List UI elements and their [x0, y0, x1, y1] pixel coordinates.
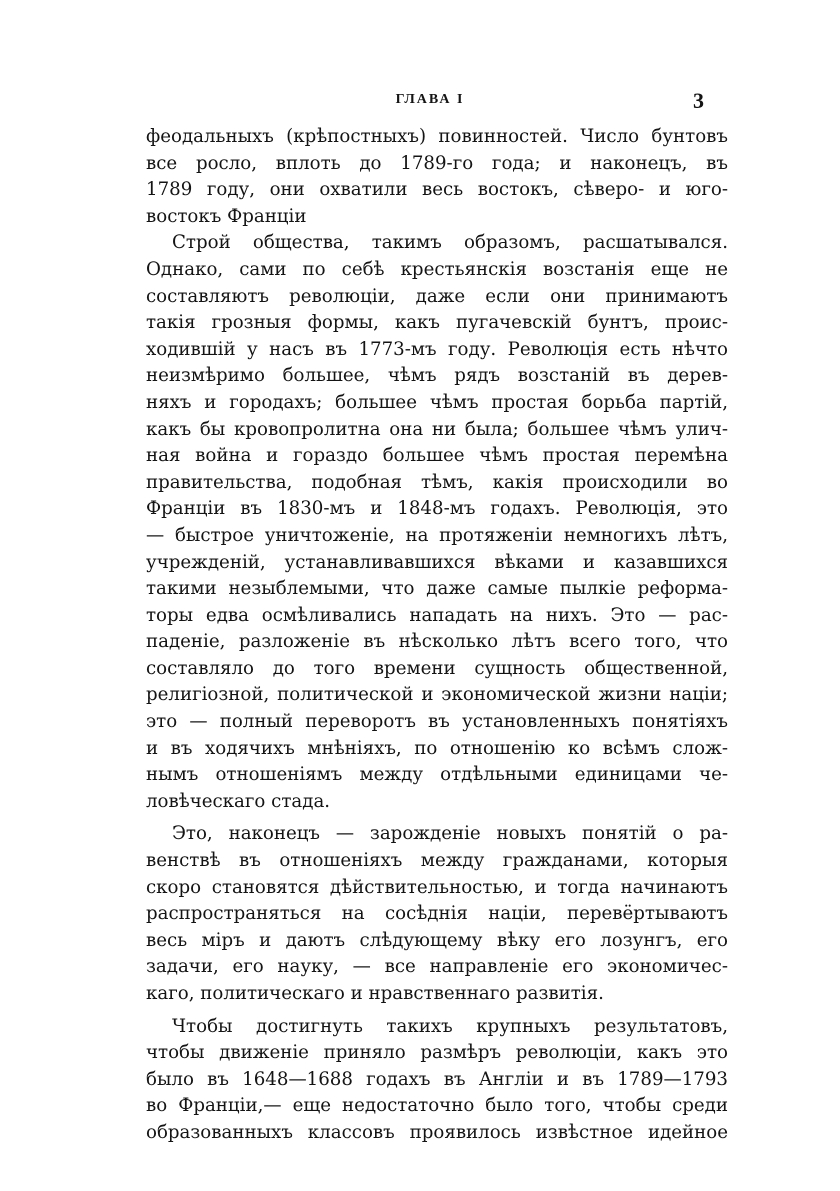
text-line: Однако, сами по себѣ крестьянскія возстанія еще не — [146, 258, 728, 280]
text-line: образованныхъ классовъ проявилось извѣстное идейное — [146, 1121, 728, 1143]
text-line: феодальныхъ (крѣпостныхъ) повинностей. Число бунтовъ — [146, 126, 728, 147]
text-line: венствѣ въ отношеніяхъ между гражданами, которыя — [146, 850, 728, 872]
text-line: во Франціи,— еще недостаточно было того, чтобы среди — [146, 1095, 728, 1117]
text-line: неизмѣримо большее, чѣмъ рядъ возстаній въ дерев- — [146, 365, 728, 387]
text-line: чтобы движеніе приняло размѣръ революціи, какъ это — [146, 1042, 728, 1064]
text-line: религіозной, политической и экономической жизни націи; — [146, 684, 728, 706]
text-line: нымъ отношеніямъ между отдѣльными единицами че- — [146, 764, 728, 786]
text-line: и въ ходячихъ мнѣніяхъ, по отношенію ко всѣмъ слож- — [146, 737, 728, 759]
text-line: какъ бы кровопролитна она ни была; большее чѣмъ улич- — [146, 418, 728, 440]
text-line: весь міръ и даютъ слѣдующему вѣку его лозунгъ, его — [146, 929, 728, 951]
text-line: все росло, вплоть до 1789-го года; и наконецъ, въ — [146, 152, 728, 174]
text-line: это — полный переворотъ въ установленныхъ понятіяхъ — [146, 711, 728, 733]
text-line: задачи, его науку, — все направленіе его экономичес- — [146, 956, 728, 978]
text-line: Строй общества, такимъ образомъ, расшатывался. — [172, 232, 728, 254]
text-line: составляло до того времени сущность общественной, — [146, 657, 728, 679]
text-line: скоро становятся дѣйствительностью, и тогда начинаютъ — [146, 876, 728, 898]
text-line: ная война и гораздо большее чѣмъ простая перемѣна — [146, 445, 728, 467]
text-line: ходившій у насъ въ 1773-мъ году. Революція есть нѣчто — [146, 338, 728, 360]
text-line: такія грозныя формы, какъ пугачевскій бунтъ, проис- — [146, 312, 728, 334]
running-header — [148, 88, 712, 112]
text-line: распространяться на сосѣднія націи, перевёртываютъ — [146, 903, 728, 925]
text-line: няхъ и городахъ; большее чѣмъ простая борьба партій, — [146, 391, 728, 413]
text-line: Чтобы достигнуть такихъ крупныхъ результатовъ, — [172, 1015, 728, 1037]
text-line: такими незыблемыми, что даже самые пылкіе реформа- — [146, 578, 728, 600]
chapter-heading: ГЛАВА I — [395, 92, 465, 107]
page-number: 3 — [693, 88, 704, 113]
text-line: учрежденій, устанавливавшихся вѣками и казавшихся — [146, 551, 728, 573]
text-line: торы едва осмѣливались нападать на нихъ. Это — рас- — [146, 604, 728, 626]
text-line: 1789 году, они охватили весь востокъ, сѣверо- и юго- — [146, 179, 728, 201]
text-line: было въ 1648—1688 годахъ въ Англіи и въ 1789—1793 — [146, 1068, 728, 1090]
text-line: правительства, подобная тѣмъ, какія происходили во — [146, 471, 728, 493]
body-text — [146, 124, 728, 1147]
text-line: востокъ Франціи — [146, 205, 307, 227]
text-line: ловѣческаго стада. — [146, 790, 331, 812]
text-line: Франціи въ 1830-мъ и 1848-мъ годахъ. Революція, это — [146, 498, 728, 520]
text-line: составляютъ революціи, даже если они принимаютъ — [146, 285, 728, 307]
text-line: каго, политическаго и нравственнаго развитія. — [146, 983, 604, 1004]
text-line: паденіе, разложеніе въ нѣсколько лѣтъ всего того, что — [146, 631, 728, 653]
text-line: Это, наконецъ — зарожденіе новыхъ понятій о ра- — [172, 823, 728, 845]
text-line: — быстрое уничтоженіе, на протяженіи немногихъ лѣтъ, — [146, 524, 728, 546]
